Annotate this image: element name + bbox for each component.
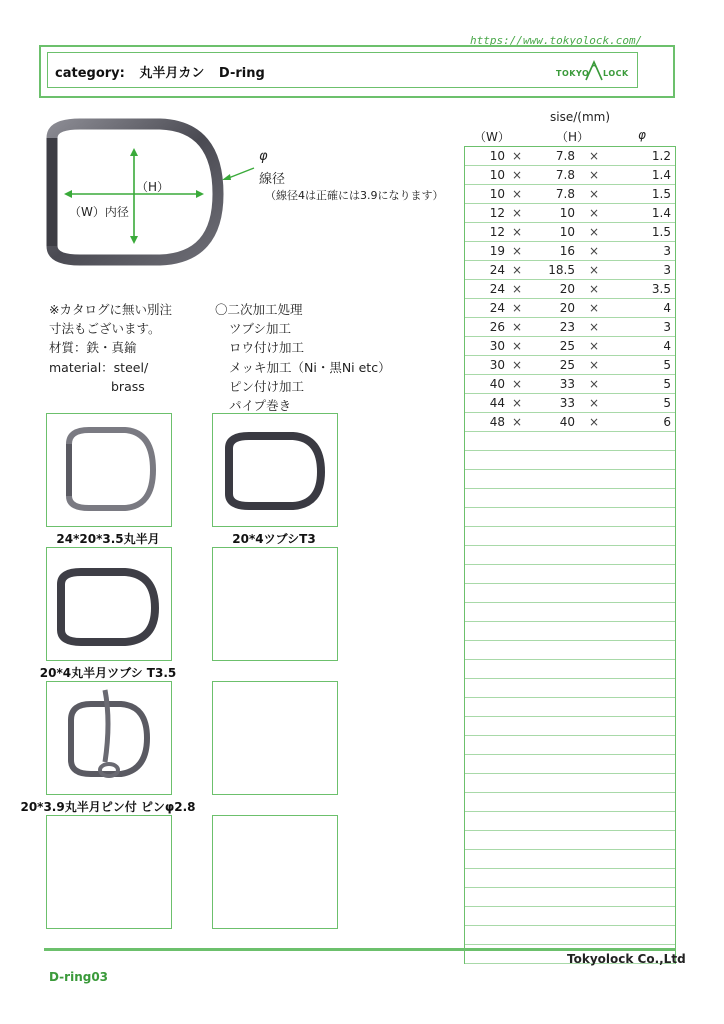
cell-w: 12: [489, 225, 505, 239]
website-url[interactable]: https://www.tokyolock.com/: [470, 34, 643, 47]
cell-h: 10: [559, 225, 575, 239]
table-row-empty: [465, 546, 675, 565]
table-row-empty: [465, 660, 675, 679]
cell-times: ×: [511, 396, 523, 410]
thumbnail-caption: 20*4ツブシT3: [232, 532, 316, 546]
height-label: （H）: [136, 180, 170, 194]
cell-phi: 5: [663, 377, 671, 391]
thumbnail-1[interactable]: [46, 413, 172, 527]
tokyolock-logo: [554, 58, 634, 88]
table-row: [465, 261, 675, 280]
spec-title: sise/(mm): [550, 110, 611, 124]
thumbnail-3[interactable]: [46, 547, 172, 661]
cell-times: ×: [511, 263, 523, 277]
table-row: [465, 356, 675, 375]
table-row-empty: [465, 603, 675, 622]
footer-code: D-ring03: [49, 970, 109, 984]
cell-w: 19: [489, 244, 505, 258]
table-row-empty: [465, 774, 675, 793]
logo-text-left: TOKYO: [556, 69, 590, 78]
table-row: [465, 242, 675, 261]
note-line: 〇二次加工処理: [215, 302, 303, 317]
category-en: D-ring: [218, 66, 265, 81]
cell-phi: 1.2: [651, 149, 671, 163]
col-header-h: （H）: [556, 130, 590, 144]
thumbnail-caption: 20*4丸半月ツブシ T3.5: [39, 666, 177, 680]
table-row: [465, 280, 675, 299]
table-row: [465, 299, 675, 318]
footer-company: Tokyolock Co.,Ltd: [567, 952, 686, 966]
cell-times: ×: [511, 282, 523, 296]
cell-times: ×: [588, 339, 600, 353]
cell-phi: 6: [663, 415, 671, 429]
cell-times: ×: [511, 149, 523, 163]
cell-times: ×: [511, 358, 523, 372]
table-row-empty: [465, 622, 675, 641]
cell-times: ×: [511, 339, 523, 353]
cell-w: 48: [489, 415, 505, 429]
table-row-empty: [465, 926, 675, 945]
phi-label: 線径: [259, 172, 286, 187]
note-line: パイプ巻き: [229, 398, 292, 414]
notes-right: [215, 300, 435, 415]
note-line: 寸法もございます。: [49, 321, 161, 337]
cell-phi: 1.4: [651, 168, 671, 182]
cell-w: 30: [489, 358, 505, 372]
cell-w: 10: [489, 168, 505, 182]
table-row-empty: [465, 470, 675, 489]
cell-h: 18.5: [548, 263, 575, 277]
col-header-phi: φ: [638, 128, 646, 142]
table-row: [465, 337, 675, 356]
logo-lock-icon: [583, 58, 605, 82]
table-row: [465, 185, 675, 204]
table-row-empty: [465, 736, 675, 755]
cell-times: ×: [588, 187, 600, 201]
table-row-empty: [465, 812, 675, 831]
table-row-empty: [465, 907, 675, 926]
cell-phi: 3.5: [651, 282, 671, 296]
thumbnail-4-empty: [212, 547, 338, 661]
cell-times: ×: [588, 149, 600, 163]
table-row-empty: [465, 869, 675, 888]
cell-phi: 1.5: [651, 187, 671, 201]
cell-times: ×: [588, 358, 600, 372]
notes-left: [49, 300, 219, 396]
table-row-empty: [465, 565, 675, 584]
cell-times: ×: [588, 320, 600, 334]
cell-w: 30: [489, 339, 505, 353]
footer-divider: [44, 948, 675, 951]
table-row-empty: [465, 641, 675, 660]
cell-phi: 4: [663, 301, 671, 315]
col-header-w: （W）: [474, 130, 510, 144]
table-row-empty: [465, 888, 675, 907]
thumbnail-caption: 20*3.9丸半月ピン付 ピンφ2.8: [20, 800, 196, 814]
cell-h: 16: [559, 244, 575, 258]
cell-times: ×: [588, 225, 600, 239]
cell-times: ×: [511, 168, 523, 182]
table-row-empty: [465, 432, 675, 451]
category-title: [55, 62, 265, 81]
cell-times: ×: [588, 396, 600, 410]
logo-text-right: LOCK: [603, 69, 629, 78]
cell-h: 7.8: [555, 149, 575, 163]
cell-h: 20: [559, 282, 575, 296]
cell-h: 20: [559, 301, 575, 315]
cell-times: ×: [511, 187, 523, 201]
cell-times: ×: [511, 206, 523, 220]
note-line: ピン付け加工: [229, 378, 305, 394]
note-line: ※カタログに無い別注: [49, 302, 172, 317]
d-ring-flat-thumb-image: [47, 548, 171, 660]
table-row-empty: [465, 584, 675, 603]
cell-phi: 3: [663, 320, 671, 334]
cell-phi: 3: [663, 263, 671, 277]
note-line: brass: [111, 378, 145, 394]
table-row: [465, 413, 675, 432]
table-row-empty: [465, 451, 675, 470]
cell-phi: 5: [663, 396, 671, 410]
table-row-empty: [465, 831, 675, 850]
cell-times: ×: [511, 377, 523, 391]
table-row-empty: [465, 755, 675, 774]
note-line: material：steel/: [49, 359, 149, 375]
cell-phi: 1.5: [651, 225, 671, 239]
cell-w: 24: [489, 282, 505, 296]
category-label: category:: [55, 66, 125, 81]
cell-times: ×: [588, 377, 600, 391]
table-row: [465, 204, 675, 223]
cell-phi: 3: [663, 244, 671, 258]
phi-note: （線径4は正確には3.9になります）: [265, 189, 444, 202]
cell-h: 25: [559, 358, 575, 372]
cell-w: 44: [489, 396, 505, 410]
table-row: [465, 318, 675, 337]
cell-h: 23: [559, 320, 575, 334]
thumbnail-6-empty: [212, 681, 338, 795]
table-row-empty: [465, 679, 675, 698]
cell-phi: 5: [663, 358, 671, 372]
cell-h: 7.8: [555, 168, 575, 182]
d-ring-thumb-image: [47, 414, 171, 526]
cell-times: ×: [511, 225, 523, 239]
cell-times: ×: [588, 263, 600, 277]
table-row: [465, 394, 675, 413]
cell-w: 10: [489, 187, 505, 201]
cell-h: 33: [559, 396, 575, 410]
thumbnail-7-empty: [46, 815, 172, 929]
cell-phi: 4: [663, 339, 671, 353]
cell-times: ×: [588, 301, 600, 315]
cell-w: 26: [489, 320, 505, 334]
d-ring-flat-thumb-image: [213, 414, 337, 526]
thumbnail-8-empty: [212, 815, 338, 929]
d-ring-diagram-image: [40, 118, 226, 270]
cell-times: ×: [588, 415, 600, 429]
table-row: [465, 147, 675, 166]
table-row: [465, 166, 675, 185]
cell-phi: 1.4: [651, 206, 671, 220]
table-row-empty: [465, 489, 675, 508]
cell-times: ×: [588, 282, 600, 296]
phi-arrow-icon: [220, 166, 256, 182]
cell-times: ×: [511, 301, 523, 315]
cell-w: 12: [489, 206, 505, 220]
cell-h: 40: [559, 415, 575, 429]
table-row-empty: [465, 698, 675, 717]
table-row-empty: [465, 850, 675, 869]
table-row-empty: [465, 508, 675, 527]
note-line: メッキ加工（Ni・黒Ni etc）: [229, 359, 391, 375]
cell-times: ×: [511, 320, 523, 334]
table-row-empty: [465, 793, 675, 812]
cell-times: ×: [511, 415, 523, 429]
cell-h: 25: [559, 339, 575, 353]
note-line: ツブシ加工: [229, 321, 292, 337]
width-label: （W）内径: [69, 205, 129, 219]
cell-w: 24: [489, 263, 505, 277]
cell-w: 24: [489, 301, 505, 315]
table-row: [465, 223, 675, 242]
cell-w: 10: [489, 149, 505, 163]
cell-times: ×: [588, 244, 600, 258]
cell-h: 10: [559, 206, 575, 220]
note-line: ロウ付け加工: [229, 340, 305, 356]
thumbnail-2[interactable]: [212, 413, 338, 527]
cell-h: 33: [559, 377, 575, 391]
table-row-empty: [465, 527, 675, 546]
category-jp: 丸半月カン: [139, 66, 205, 81]
cell-times: ×: [511, 244, 523, 258]
table-row-empty: [465, 717, 675, 736]
table-row: [465, 375, 675, 394]
cell-times: ×: [588, 168, 600, 182]
phi-symbol: φ: [259, 149, 268, 164]
cell-times: ×: [588, 206, 600, 220]
cell-h: 7.8: [555, 187, 575, 201]
thumbnail-caption: 24*20*3.5丸半月: [56, 532, 160, 546]
d-ring-pin-thumb-image: [47, 682, 171, 794]
spec-table: [464, 146, 676, 964]
thumbnail-5[interactable]: [46, 681, 172, 795]
cell-w: 40: [489, 377, 505, 391]
note-line: 材質：鉄・真鍮: [49, 340, 137, 356]
